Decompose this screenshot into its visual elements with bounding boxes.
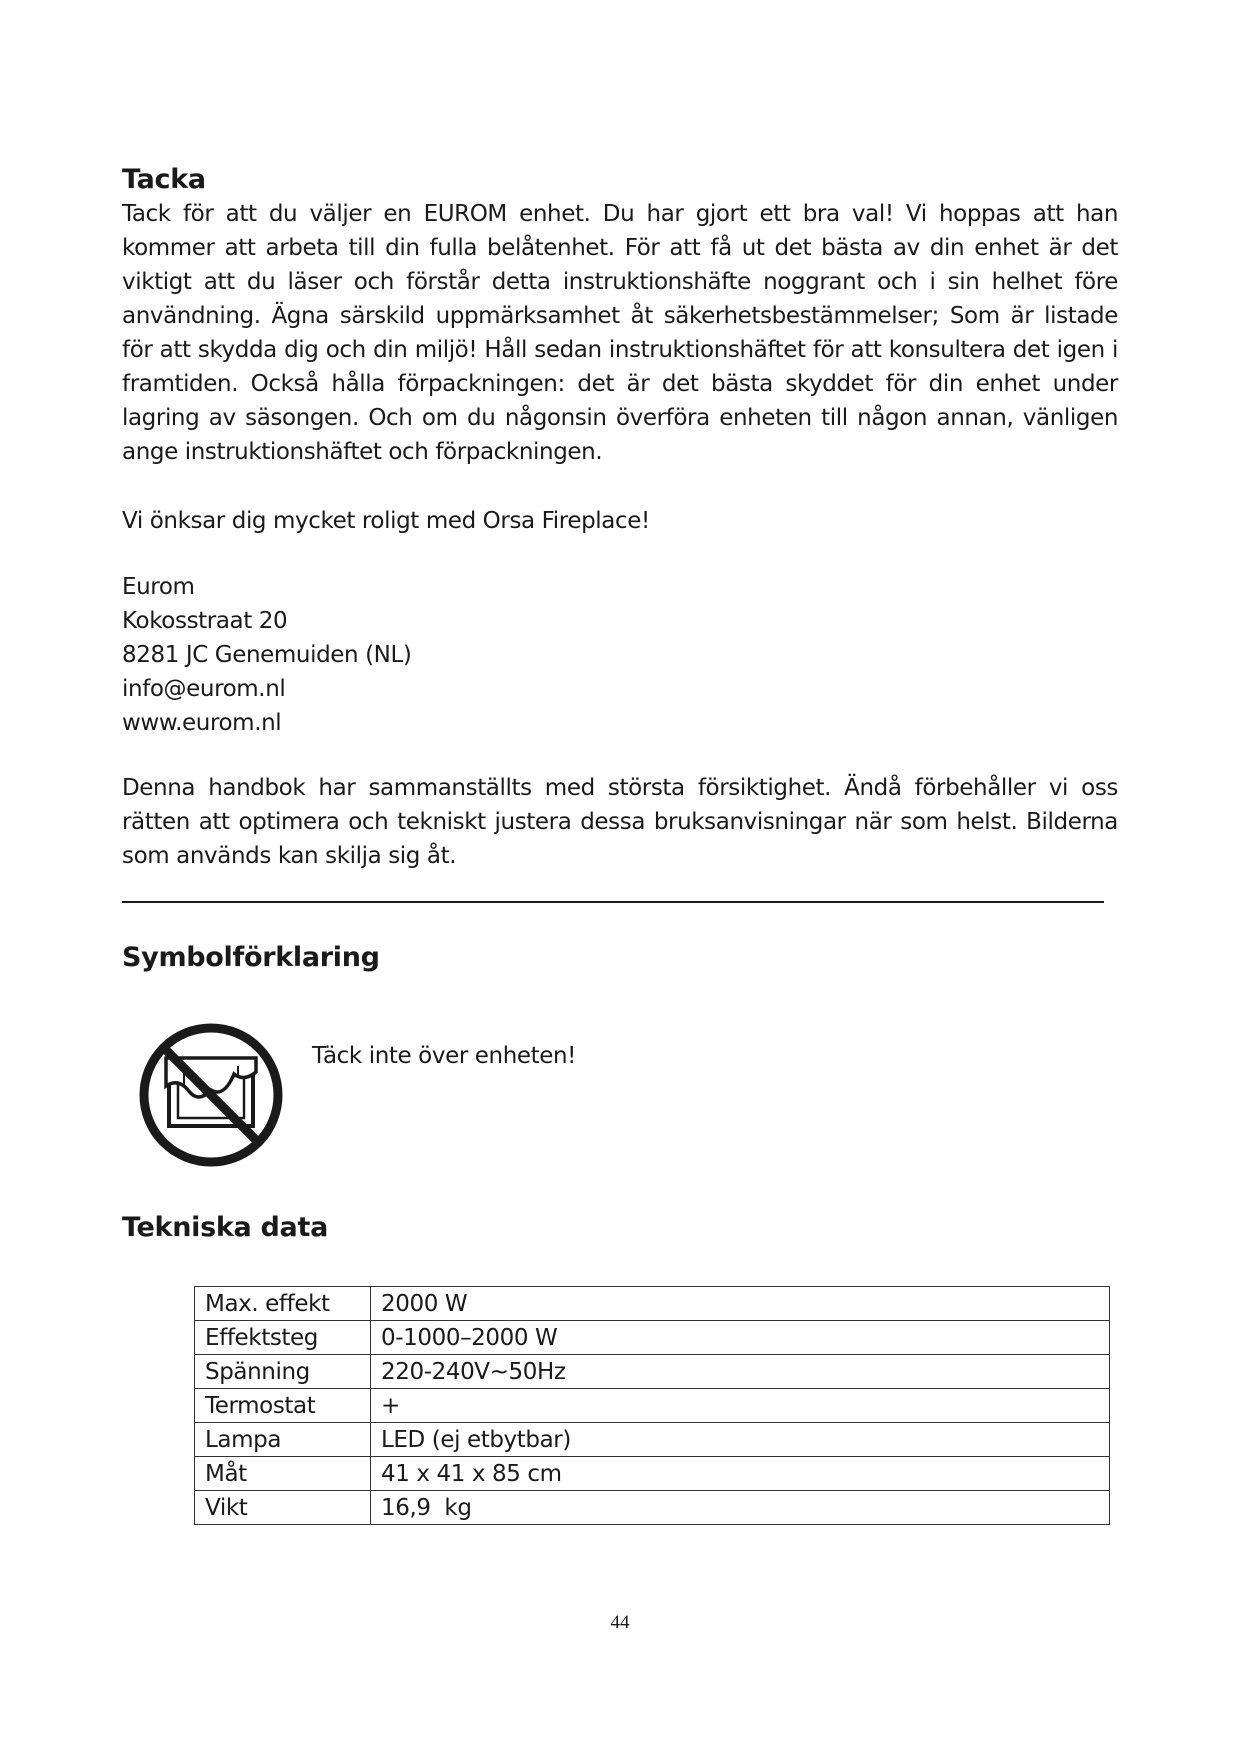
spec-value: LED (ej etbytbar) [371, 1423, 1110, 1457]
do-not-cover-icon [136, 1020, 286, 1170]
disclaimer-paragraph: Denna handbok har sammanställts med största försiktighet. Ändå förbehåller vi oss rätten att optimera och tekniskt justera dessa bruksanvisningar när som helst. Bilderna som används kan skilja sig åt. [122, 775, 1118, 869]
spec-label: Max. effekt [195, 1287, 371, 1321]
tech-table [194, 1286, 1110, 1525]
table-row [195, 1355, 1110, 1389]
spec-value: 220-240V~50Hz [371, 1355, 1110, 1389]
divider [122, 901, 1104, 903]
spec-label: Effektsteg [195, 1321, 371, 1355]
heading-thanks: Tacka [122, 164, 206, 195]
spec-label: Termostat [195, 1389, 371, 1423]
table-row [195, 1491, 1110, 1525]
table-row [195, 1321, 1110, 1355]
table-row [195, 1457, 1110, 1491]
spec-value: 41 x 41 x 85 cm [371, 1457, 1110, 1491]
heading-symbols: Symbolförklaring [122, 942, 380, 973]
thanks-paragraph: Tack för att du väljer en EUROM enhet. Du har gjort ett bra val! Vi hoppas att han kommer att arbeta till din fulla belåtenhet. För att få ut det bästa av din enhet är det viktigt att du läser och förstår detta instruktionshäfte noggrant och i sin helhet före användning. Ägna särskild uppmärksamhet åt säkerhetsbestämmelser; Som är listade för att skydda dig och din miljö! Håll sedan instruktionshäftet för att konsultera det igen i framtiden. Också hålla förpackningen: det är det bästa skyddet för din enhet under lagring av säsongen. Och om du någonsin överföra enheten till någon annan, vänligen ange instruktionshäftet och förpackningen. [122, 201, 1118, 465]
symbol-description: Täck inte över enheten! [312, 1043, 577, 1069]
spec-label: Lampa [195, 1423, 371, 1457]
wish-text: Vi önksar dig mycket roligt med Orsa Fireplace! [122, 508, 650, 534]
address-street: Kokosstraat 20 [122, 608, 288, 634]
table-row [195, 1287, 1110, 1321]
spec-value: 0-1000–2000 W [371, 1321, 1110, 1355]
address-city: 8281 JC Genemuiden (NL) [122, 642, 412, 668]
spec-value: 16,9 kg [371, 1491, 1110, 1525]
spec-label: Spänning [195, 1355, 371, 1389]
address-company: Eurom [122, 574, 195, 600]
page-number: 44 [610, 1612, 630, 1633]
spec-label: Vikt [195, 1491, 371, 1525]
heading-tech: Tekniska data [122, 1212, 328, 1243]
spec-value: 2000 W [371, 1287, 1110, 1321]
spec-value: + [371, 1389, 1110, 1423]
address-block [122, 570, 1118, 740]
spec-label: Måt [195, 1457, 371, 1491]
table-row [195, 1389, 1110, 1423]
address-email: info@eurom.nl [122, 676, 286, 702]
address-website: www.eurom.nl [122, 710, 282, 736]
table-row [195, 1423, 1110, 1457]
